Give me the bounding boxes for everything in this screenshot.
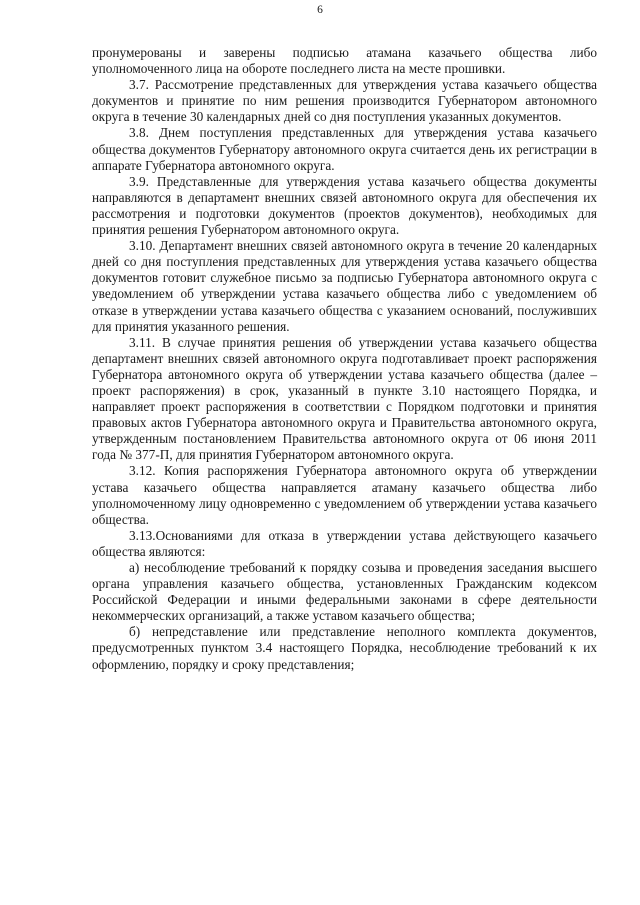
paragraph-3-7: 3.7. Рассмотрение представленных для утверждения устава казачьего общества документов и принятие по ним решения производится Губернатором автономного округа в течение 30 календарных дней со дня поступления указанных документов. (92, 77, 597, 125)
paragraph-3-9: 3.9. Представленные для утверждения устава казачьего общества документы направляются в департамент внешних связей автономного округа для обеспечения их рассмотрения и подготовки документов (проектов документов), необходимых для принятия решения Губернатором автономного округа. (92, 173, 597, 238)
paragraph-3-12: 3.12. Копия распоряжения Губернатора автономного округа об утверждении устава казачьего общества направляется атаману казачьего общества либо уполномоченному лицу одновременно с уведомлением об утверждении устава казачьего общества. (92, 463, 597, 527)
paragraph-3-13: 3.13.Основаниями для отказа в утверждении устава действующего казачьего общества являются: (92, 527, 597, 559)
paragraph-3-11: 3.11. В случае принятия решения об утверждении устава казачьего общества департамент внешних связей автономного округа подготавливает проект распоряжения Губернатора автономного округа об утверждении устава казачьего общества (далее – проект распоряжения) в срок, указанный в пункте 3.10 настоящего Порядка, и направляет проект распоряжения в соответствии с Порядком подготовки и принятия правовых актов Губернатора автономного округа и Правительства автономного округа, утвержденным постановлением Правительства автономного округа от 06 июня 2011 года № 377-П, для принятия Губернатором автономного округа. (92, 334, 597, 463)
paragraph-3-8: 3.8. Днем поступления представленных для утверждения устава казачьего общества документов Губернатору автономного округа считается день их регистрации в аппарате Губернатора автономного округа. (92, 125, 597, 173)
paragraph-3-13-a: а) несоблюдение требований к порядку созыва и проведения заседания высшего органа управления казачьего общества, установленных Гражданским кодексом Российской Федерации и иными федеральными законами в сфере деятельности некоммерческих организаций, а также уставом казачьего общества; (92, 560, 597, 624)
paragraph-continuation: пронумерованы и заверены подписью атамана казачьего общества либо уполномоченного лица на обороте последнего листа на месте прошивки. (92, 45, 597, 77)
paragraph-3-10: 3.10. Департамент внешних связей автономного округа в течение 20 календарных дней со дня поступления представленных для утверждения устава казачьего общества документов готовит служебное письмо за подписью Губернатора автономного округа с уведомлением об утверждении устава казачьего общества либо с уведомлением об отказе в утверждении устава казачьего общества с указанием оснований, послуживших для принятия указанного решения. (92, 238, 597, 334)
paragraph-3-13-b: б) непредставление или представление неполного комплекта документов, предусмотренных пунктом 3.4 настоящего Порядка, несоблюдение требований к их оформлению, порядку и сроку представления; (92, 624, 597, 672)
document-body (92, 45, 597, 673)
page-number: 6 (317, 4, 323, 16)
